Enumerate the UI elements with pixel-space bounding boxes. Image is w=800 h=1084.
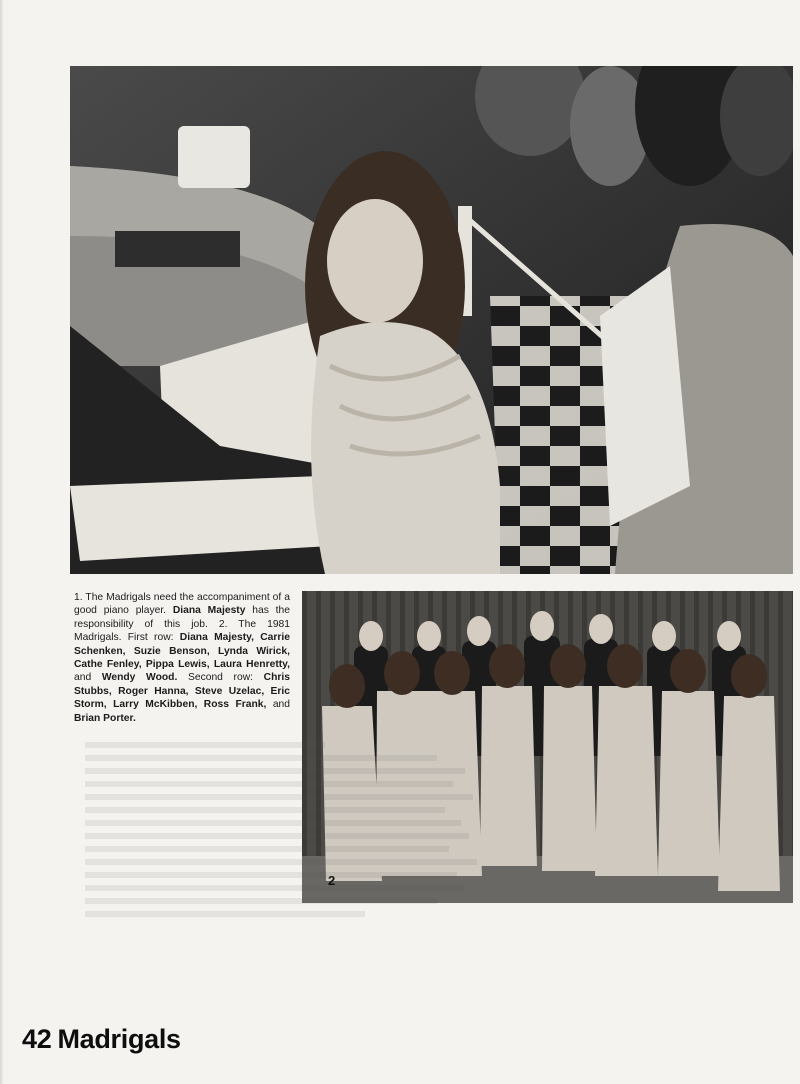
caption-row2-last: Brian Porter. [74,712,136,724]
bleed-through-text [85,735,485,995]
piano-player-illustration [70,66,793,574]
page-number: 42 [22,1024,52,1054]
piano-player-photo [70,66,793,574]
caption-pianist-name: Diana Majesty [172,605,246,617]
caption-row2-and: and [266,699,291,711]
caption-row1-and: and [74,672,102,684]
caption-row1-names: Diana Majesty, Carrie Schenken, Suzie Benson, Lynda Wirick, Cathe Fenley, Pippa Lewis, Laura Henretty, [74,632,290,671]
page-edge [0,0,4,1084]
caption-intro: 1. The Madrigals need the accompaniment of a good piano player. [74,592,290,617]
photo-caption [74,591,290,725]
page-footer [22,1024,181,1055]
caption-row1-last: Wendy Wood. [101,672,178,684]
photo-number-label: 2 [328,873,336,888]
caption-row2-label: Second row: [177,672,264,684]
section-title: Madrigals [57,1024,181,1054]
caption-intro-cont: has the responsibility of this job. 2. The 1981 Madrigals. First row: [74,605,290,644]
caption-row2-names: Chris Stubbs, Roger Hanna, Steve Uzelac, Eric Storm, Larry McKibben, Ross Frank, [74,672,290,711]
